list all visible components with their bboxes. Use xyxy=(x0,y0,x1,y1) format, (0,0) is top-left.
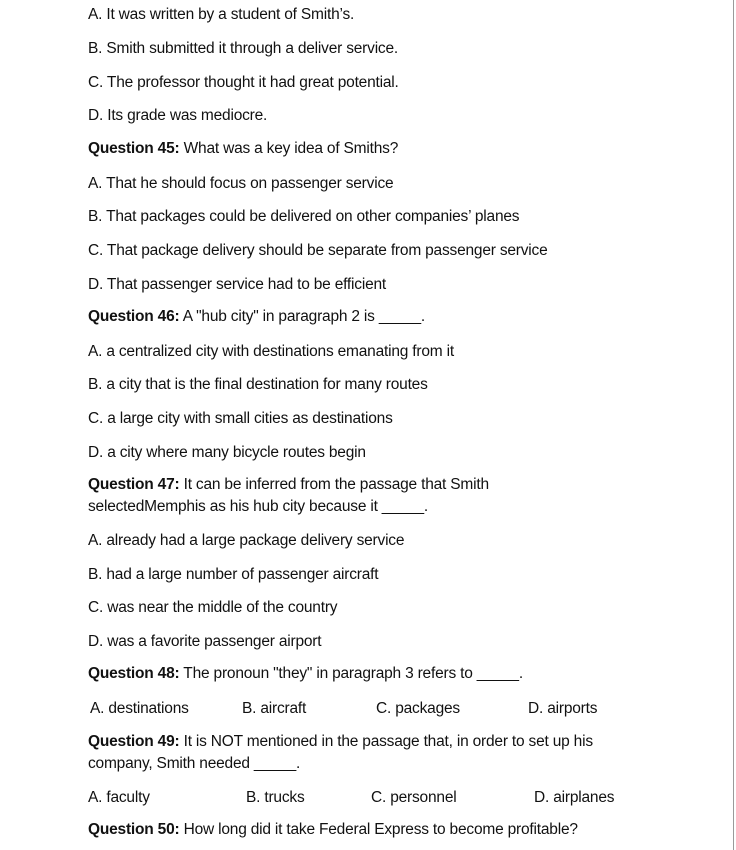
question-50 xyxy=(88,821,578,839)
q47-option-a[interactable]: A. already had a large package delivery service xyxy=(88,532,405,549)
q49-option-b[interactable]: B. trucks xyxy=(246,789,305,806)
question-48 xyxy=(88,665,523,683)
q45-option-d[interactable]: D. That passenger service had to be efficient xyxy=(88,276,387,293)
page-right-border xyxy=(733,0,734,850)
question-45-text: What was a key idea of Smiths? xyxy=(179,140,399,157)
q48-option-c[interactable]: C. packages xyxy=(376,700,460,717)
q49-option-d[interactable]: D. airplanes xyxy=(534,789,615,806)
question-48-text: The pronoun "they" in paragraph 3 refers to _____. xyxy=(179,665,523,682)
q47-option-c[interactable]: C. was near the middle of the country xyxy=(88,599,338,616)
q49-option-a[interactable]: A. faculty xyxy=(88,789,150,806)
q46-option-d[interactable]: D. a city where many bicycle routes begin xyxy=(88,444,366,461)
q45-option-b[interactable]: B. That packages could be delivered on other companies’ planes xyxy=(88,208,520,225)
question-46 xyxy=(88,308,425,326)
question-50-label: Question 50: xyxy=(88,821,180,838)
q49-option-c[interactable]: C. personnel xyxy=(371,789,457,806)
q45-option-a[interactable]: A. That he should focus on passenger service xyxy=(88,175,394,192)
q48-option-b[interactable]: B. aircraft xyxy=(242,700,307,717)
q47-option-b[interactable]: B. had a large number of passenger aircraft xyxy=(88,566,379,583)
question-45 xyxy=(88,140,398,158)
question-49 xyxy=(88,731,648,775)
question-49-text-line2: company, Smith needed _____. xyxy=(88,755,301,772)
question-47-text-line1: It can be inferred from the passage that Smith xyxy=(179,476,489,493)
question-50-text: How long did it take Federal Express to become profitable? xyxy=(179,821,578,838)
q48-option-d[interactable]: D. airports xyxy=(528,700,598,717)
question-45-label: Question 45: xyxy=(88,140,180,157)
q44-option-d[interactable]: D. Its grade was mediocre. xyxy=(88,107,268,124)
q48-option-a[interactable]: A. destinations xyxy=(90,700,189,717)
question-47 xyxy=(88,474,648,518)
q46-option-a[interactable]: A. a centralized city with destinations emanating from it xyxy=(88,343,454,360)
question-49-text-line1: It is NOT mentioned in the passage that, in order to set up his xyxy=(179,733,593,750)
question-46-label: Question 46: xyxy=(88,308,180,325)
question-46-text: A "hub city" in paragraph 2 is _____. xyxy=(179,308,426,325)
q44-option-a[interactable]: A. It was written by a student of Smith’s. xyxy=(88,6,355,23)
q46-option-c[interactable]: C. a large city with small cities as destinations xyxy=(88,410,393,427)
q47-option-d[interactable]: D. was a favorite passenger airport xyxy=(88,633,322,650)
question-49-label: Question 49: xyxy=(88,733,180,750)
question-48-label: Question 48: xyxy=(88,665,180,682)
q46-option-b[interactable]: B. a city that is the final destination for many routes xyxy=(88,376,428,393)
question-47-label: Question 47: xyxy=(88,476,180,493)
q44-option-c[interactable]: C. The professor thought it had great potential. xyxy=(88,74,399,91)
question-47-text-line2: selectedMemphis as his hub city because it _____. xyxy=(88,498,429,515)
q45-option-c[interactable]: C. That package delivery should be separate from passenger service xyxy=(88,242,548,259)
q44-option-b[interactable]: B. Smith submitted it through a deliver service. xyxy=(88,40,399,57)
